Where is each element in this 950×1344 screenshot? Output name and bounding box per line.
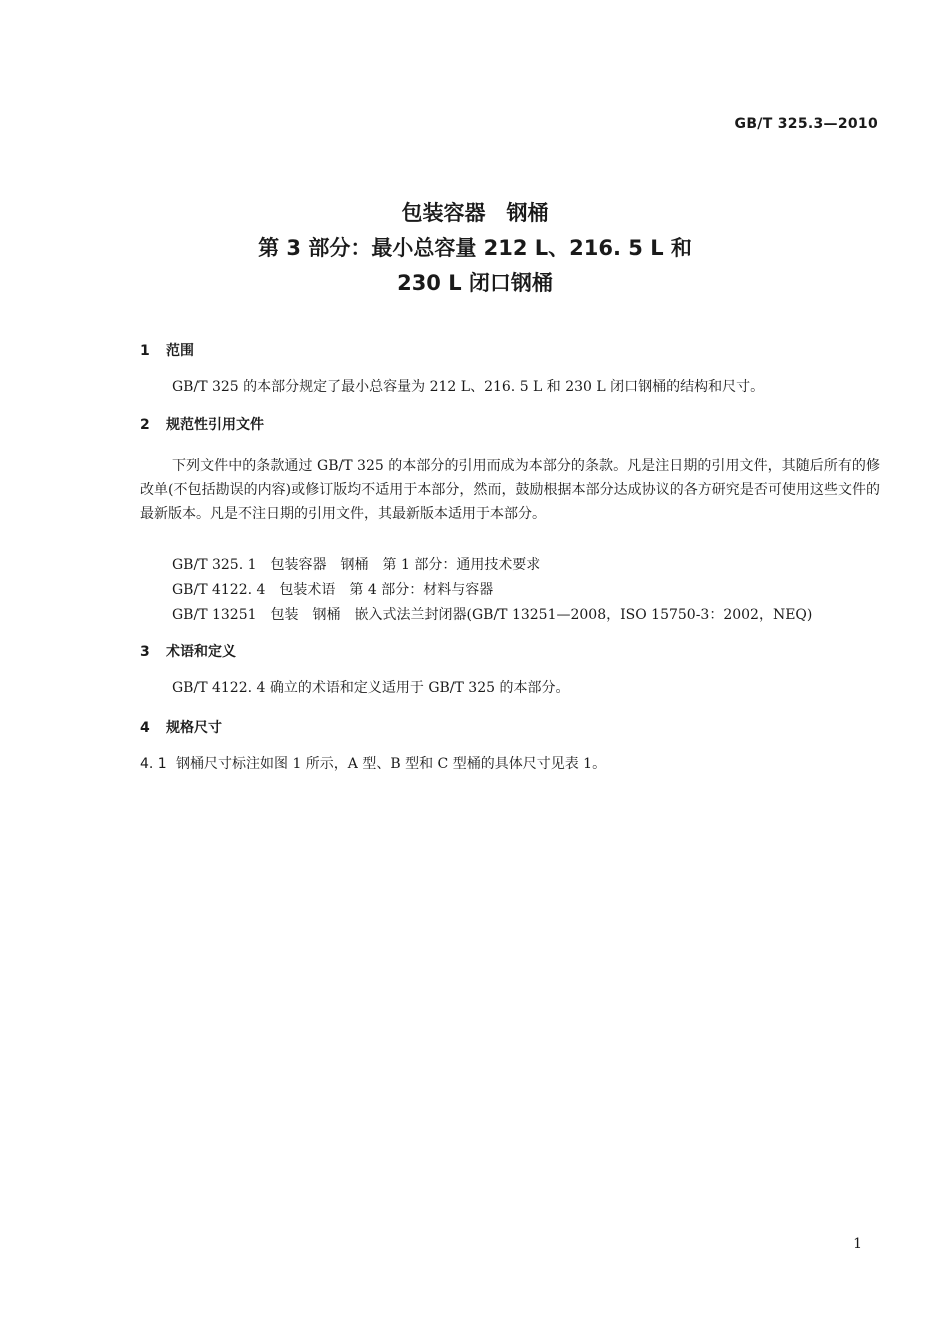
title-line-1: 包装容器 钢桶 bbox=[401, 201, 549, 225]
section-2-heading bbox=[140, 414, 264, 434]
reference-item: GB/T 325. 1 包装容器 钢桶 第 1 部分：通用技术要求 bbox=[172, 557, 541, 573]
section-1-text: GB/T 325 的本部分规定了最小总容量为 212 L、216. 5 L 和 230 L 闭口钢桶的结构和尺寸。 bbox=[172, 379, 765, 395]
section-title: 规范性引用文件 bbox=[166, 417, 264, 433]
clause-4-1 bbox=[140, 753, 606, 773]
section-3-text: GB/T 4122. 4 确立的术语和定义适用于 GB/T 325 的本部分。 bbox=[172, 680, 570, 696]
clause-text: 钢桶尺寸标注如图 1 所示，A 型、B 型和 C 型桶的具体尺寸见表 1。 bbox=[176, 756, 607, 772]
section-title: 范围 bbox=[166, 343, 194, 359]
section-number: 2 bbox=[140, 417, 150, 433]
section-1-heading bbox=[140, 340, 194, 360]
title-line-2: 第 3 部分：最小总容量 212 L、216. 5 L 和 bbox=[258, 236, 692, 260]
section-title: 规格尺寸 bbox=[166, 720, 222, 736]
title-line-3: 230 L 闭口钢桶 bbox=[397, 271, 553, 295]
section-number: 4 bbox=[140, 720, 150, 736]
clause-number: 4. 1 bbox=[140, 756, 167, 772]
reference-item: GB/T 13251 包装 钢桶 嵌入式法兰封闭器(GB/T 13251—2008，ISO 15750-3：2002，NEQ) bbox=[172, 607, 813, 623]
section-title: 术语和定义 bbox=[166, 644, 236, 660]
document-title bbox=[0, 196, 950, 301]
reference-item: GB/T 4122. 4 包装术语 第 4 部分：材料与容器 bbox=[172, 582, 494, 598]
page-number: 1 bbox=[853, 1236, 862, 1252]
section-4-heading bbox=[140, 717, 222, 737]
section-2-text: 下列文件中的条款通过 GB/T 325 的本部分的引用而成为本部分的条款。凡是注日期的引用文件，其随后所有的修改单(不包括勘误的内容)或修订版均不适用于本部分，然而，鼓励根据本部分达成协议的各方研究是否可使用这些文件的最新版本。凡是不注日期的引用文件，其最新版本适用于本部分。 bbox=[140, 458, 880, 522]
section-3-heading bbox=[140, 641, 236, 661]
section-number: 1 bbox=[140, 343, 150, 359]
section-number: 3 bbox=[140, 644, 150, 660]
standard-code: GB/T 325.3—2010 bbox=[734, 116, 878, 132]
